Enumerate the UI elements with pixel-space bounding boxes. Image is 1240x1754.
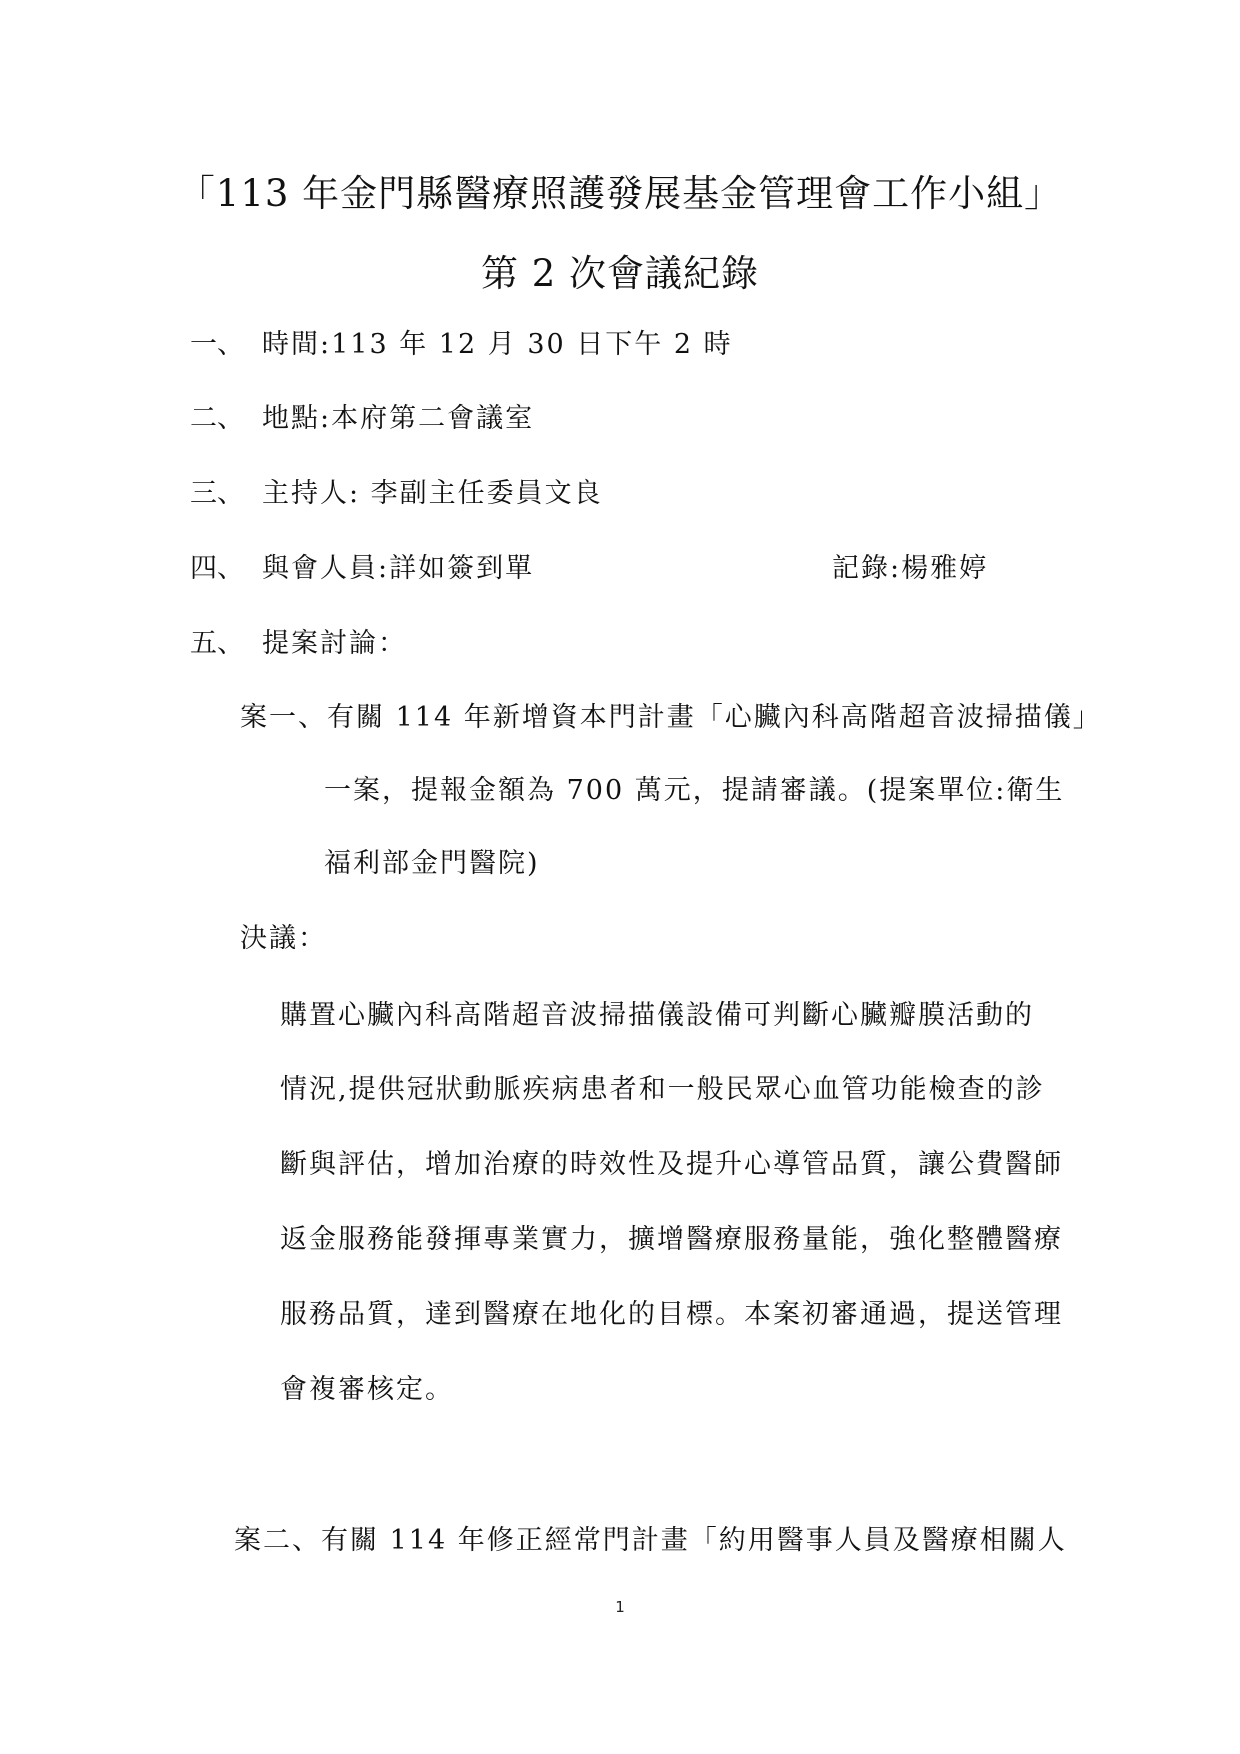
document-title-line-1: 「113 年金門縣醫療照護發展基金管理會工作小組」 (177, 172, 1063, 215)
resolution-label: 決議： (240, 923, 327, 954)
item-number-3: 三、 (190, 478, 244, 509)
meeting-recorder: 記錄:楊雅婷 (832, 553, 989, 584)
page-number: 1 (615, 1598, 625, 1616)
meeting-location: 地點:本府第二會議室 (262, 403, 535, 434)
meeting-chair: 主持人: 李副主任委員文良 (262, 478, 603, 509)
resolution-line-3: 斷與評估，增加治療的時效性及提升心導管品質，讓公費醫師 (280, 1149, 1063, 1180)
item-number-1: 一、 (190, 329, 244, 360)
resolution-line-2: 情況,提供冠狀動脈疾病患者和一般民眾心血管功能檢查的診 (280, 1074, 1045, 1105)
item-number-2: 二、 (190, 403, 244, 434)
resolution-line-5: 服務品質，達到醫療在地化的目標。本案初審通過，提送管理 (280, 1299, 1063, 1330)
proposal-discussion-heading: 提案討論： (262, 628, 407, 659)
resolution-line-4: 返金服務能發揮專業實力，擴增醫療服務量能，強化整體醫療 (280, 1224, 1063, 1255)
item-number-5: 五、 (190, 628, 244, 659)
item-number-4: 四、 (190, 553, 244, 584)
case1-line-1: 案一、有關 114 年新增資本門計畫「心臟內科高階超音波掃描儀」 (240, 702, 1102, 733)
resolution-line-1: 購置心臟內科高階超音波掃描儀設備可判斷心臟瓣膜活動的 (280, 1000, 1034, 1031)
case1-line-2: 一案，提報金額為 700 萬元，提請審議。(提案單位:衛生 (324, 775, 1065, 806)
case1-line-3: 福利部金門醫院) (324, 848, 540, 879)
meeting-attendees: 與會人員:詳如簽到單 (262, 553, 535, 584)
document-title-line-2: 第 2 次會議紀錄 (480, 252, 760, 295)
case2-line-1: 案二、有關 114 年修正經常門計畫「約用醫事人員及醫療相關人 (234, 1525, 1067, 1556)
resolution-line-6: 會複審核定。 (280, 1374, 454, 1405)
meeting-time: 時間:113 年 12 月 30 日下午 2 時 (262, 329, 733, 360)
